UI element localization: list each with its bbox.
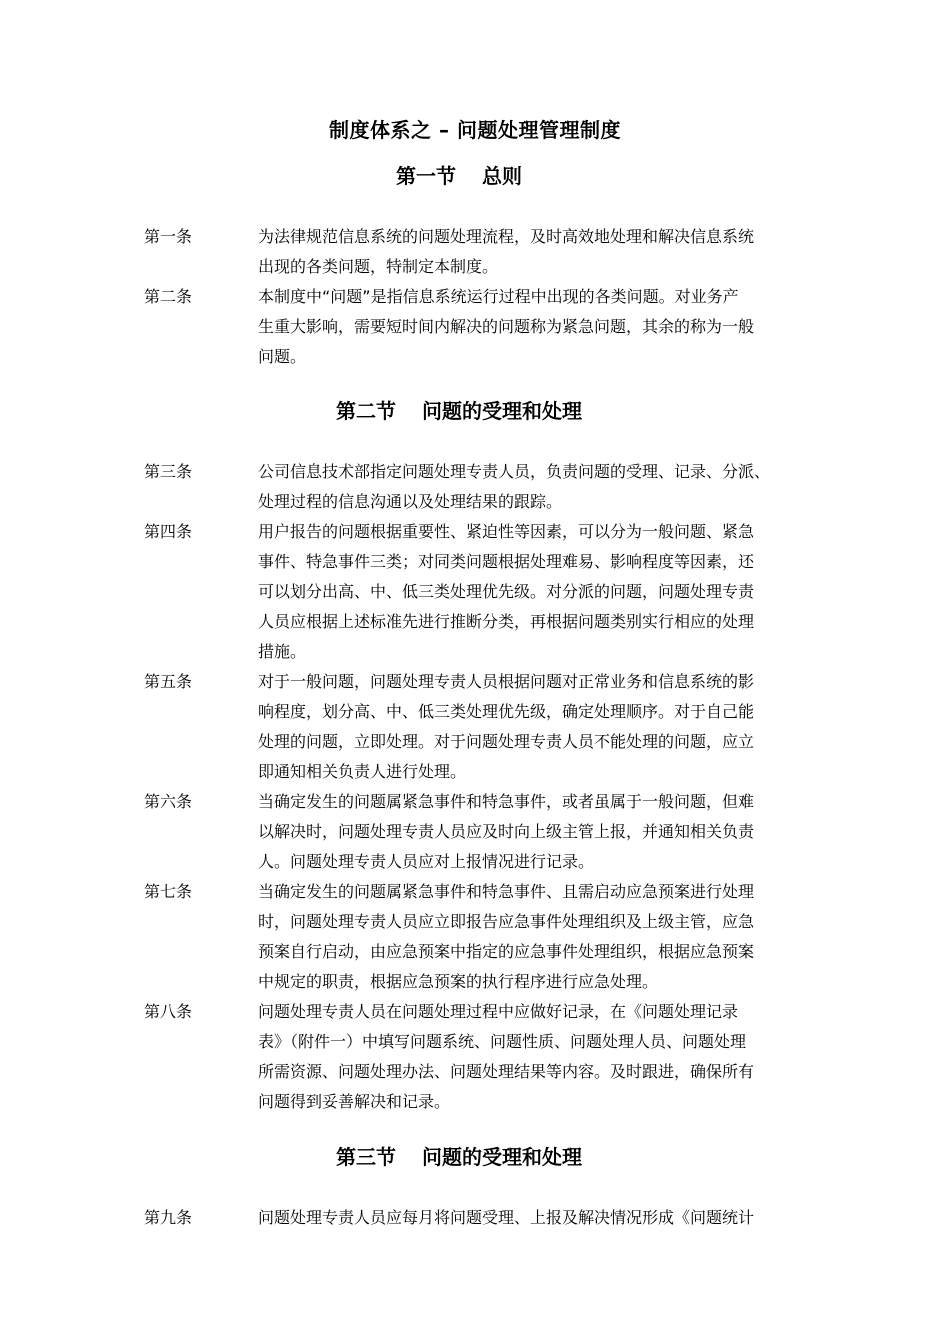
article-number: 第四条 — [144, 522, 193, 541]
article-line: 问题得到妥善解决和记录。 — [258, 1092, 451, 1111]
section-number: 第三节 — [336, 1145, 396, 1169]
article-text — [258, 997, 818, 1117]
section-heading-3 — [0, 1142, 918, 1172]
article-text — [258, 517, 818, 667]
article-line: 当确定发生的问题属紧急事件和特急事件、且需启动应急预案进行处理 — [258, 882, 755, 901]
article-text — [258, 1203, 818, 1233]
section-number: 第一节 — [396, 164, 456, 188]
article-text — [258, 787, 818, 877]
section-number: 第二节 — [336, 399, 396, 423]
article-line: 当确定发生的问题属紧急事件和特急事件，或者虽属于一般问题，但难 — [258, 792, 755, 811]
section-title: 问题的受理和处理 — [422, 399, 582, 423]
section-title: 问题的受理和处理 — [422, 1145, 582, 1169]
article-line: 表》（附件一）中填写问题系统、问题性质、问题处理人员、问题处理 — [258, 1032, 747, 1051]
article-text — [258, 457, 818, 517]
article-number: 第五条 — [144, 672, 193, 691]
article-number: 第七条 — [144, 882, 193, 901]
article-line: 人。问题处理专责人员应对上报情况进行记录。 — [258, 852, 595, 871]
article-number: 第一条 — [144, 227, 193, 246]
article-line: 可以划分出高、中、低三类处理优先级。对分派的问题，问题处理专责 — [258, 582, 755, 601]
section-heading-2 — [0, 396, 918, 426]
article-line: 问题处理专责人员在问题处理过程中应做好记录，在《问题处理记录 — [258, 1002, 739, 1021]
article-number: 第九条 — [144, 1208, 193, 1227]
article-line: 问题处理专责人员应每月将问题受理、上报及解决情况形成《问题统计 — [258, 1208, 755, 1227]
article-line: 生重大影响，需要短时间内解决的问题称为紧急问题，其余的称为一般 — [258, 317, 755, 336]
article-line: 出现的各类问题，特制定本制度。 — [258, 257, 499, 276]
article-text — [258, 667, 818, 787]
article-line: 响程度，划分高、中、低三类处理优先级，确定处理顺序。对于自己能 — [258, 702, 755, 721]
article-line: 中规定的职责，根据应急预案的执行程序进行应急处理。 — [258, 972, 659, 991]
article-line: 即通知相关负责人进行处理。 — [258, 762, 467, 781]
article-line: 事件、特急事件三类；对同类问题根据处理难易、影响程度等因素，还 — [258, 552, 755, 571]
article-line: 用户报告的问题根据重要性、紧迫性等因素，可以分为一般问题、紧急 — [258, 522, 755, 541]
article-line: 问题。 — [258, 347, 307, 366]
article-number: 第二条 — [144, 287, 193, 306]
article-line: 时，问题处理专责人员应立即报告应急事件处理组织及上级主管，应急 — [258, 912, 755, 931]
article-number: 第八条 — [144, 1002, 193, 1021]
article-number: 第三条 — [144, 462, 193, 481]
article-number: 第六条 — [144, 792, 193, 811]
article-text — [258, 222, 818, 282]
article-line: 人员应根据上述标准先进行推断分类，再根据问题类别实行相应的处理 — [258, 612, 755, 631]
section-title: 总则 — [482, 164, 522, 188]
article-line: 预案自行启动，由应急预案中指定的应急事件处理组织，根据应急预案 — [258, 942, 755, 961]
article-line: 为法律规范信息系统的问题处理流程，及时高效地处理和解决信息系统 — [258, 227, 755, 246]
article-line: 公司信息技术部指定问题处理专责人员，负责问题的受理、记录、分派、 — [258, 462, 771, 481]
document-title: 制度体系之 – 问题处理管理制度 — [329, 118, 621, 142]
article-line: 处理过程的信息沟通以及处理结果的跟踪。 — [258, 492, 563, 511]
article-line: 对于一般问题，问题处理专责人员根据问题对正常业务和信息系统的影 — [258, 672, 755, 691]
article-text — [258, 282, 818, 372]
article-line: 措施。 — [258, 642, 307, 661]
article-line: 处理的问题，立即处理。对于问题处理专责人员不能处理的问题，应立 — [258, 732, 755, 751]
article-line: 本制度中“问题”是指信息系统运行过程中出现的各类问题。对业务产 — [258, 287, 739, 306]
article-line: 以解决时，问题处理专责人员应及时向上级主管上报，并通知相关负责 — [258, 822, 755, 841]
article-line: 所需资源、问题处理办法、问题处理结果等内容。及时跟进，确保所有 — [258, 1062, 755, 1081]
section-heading-1 — [0, 161, 918, 191]
article-text — [258, 877, 818, 997]
